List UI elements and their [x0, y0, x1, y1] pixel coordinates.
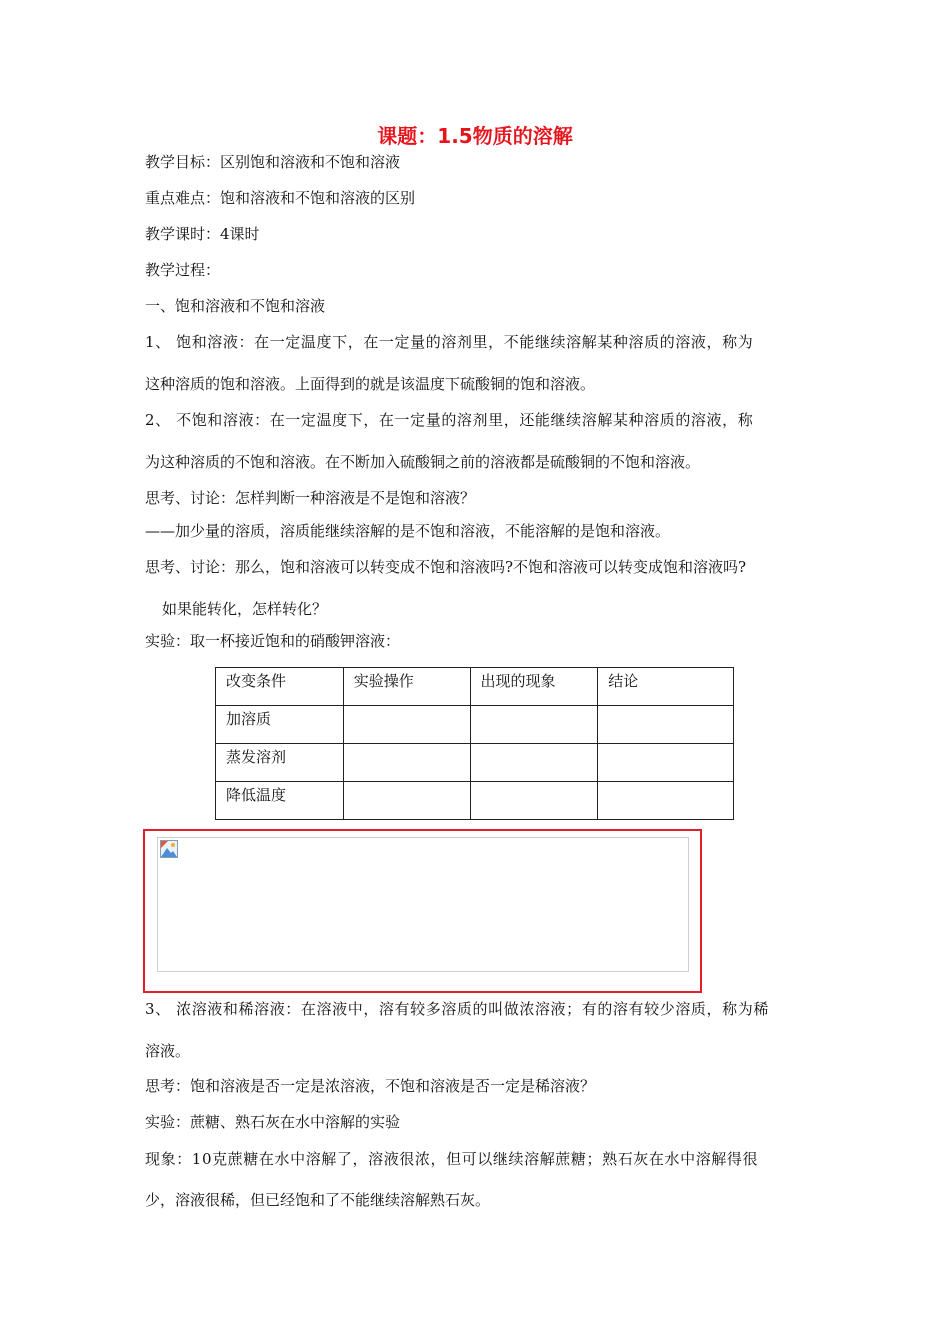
table-cell: [343, 744, 470, 782]
section-heading-1: 一、饱和溶液和不饱和溶液: [145, 297, 326, 315]
experiment-table: [215, 667, 734, 820]
table-cell: [470, 706, 598, 744]
table-cell: [598, 782, 734, 820]
process-heading: 教学过程：: [145, 261, 221, 279]
teaching-goal: 教学目标：区别饱和溶液和不饱和溶液: [145, 153, 401, 171]
question-1: 思考、讨论：怎样判断一种溶液是不是饱和溶液？: [145, 489, 476, 507]
table-header-cell: 结论: [598, 668, 734, 706]
broken-image-icon: [160, 840, 178, 862]
experiment-2: 实验：蔗糖、熟石灰在水中溶解的实验: [145, 1113, 401, 1131]
table-cell: [470, 782, 598, 820]
table-header-cell: 改变条件: [216, 668, 344, 706]
observation-a: 现象：10克蔗糖在水中溶解了，溶液很浓，但可以继续溶解蔗糖；熟石灰在水中溶解得很: [145, 1150, 759, 1168]
table-header-cell: 实验操作: [343, 668, 470, 706]
table-row: [216, 744, 734, 782]
question-2b: 如果能转化，怎样转化？: [162, 600, 328, 618]
table-cell: [470, 744, 598, 782]
table-cell: [598, 744, 734, 782]
table-header-cell: 出现的现象: [470, 668, 598, 706]
observation-b: 少，溶液很稀，但已经饱和了不能继续溶解熟石灰。: [145, 1191, 491, 1209]
experiment-1: 实验：取一杯接近饱和的硝酸钾溶液：: [145, 632, 401, 650]
paragraph-3a: 3、 浓溶液和稀溶液：在溶液中，溶有较多溶质的叫做浓溶液；有的溶有较少溶质，称为稀: [145, 1000, 769, 1018]
table-cell: 降低温度: [216, 782, 344, 820]
embedded-image-frame: [143, 829, 702, 993]
image-placeholder: [157, 837, 689, 972]
paragraph-1a: 1、 饱和溶液：在一定温度下，在一定量的溶剂里，不能继续溶解某种溶质的溶液，称为: [145, 333, 754, 351]
table-row: [216, 706, 734, 744]
answer-1: ——加少量的溶质，溶质能继续溶解的是不饱和溶液，不能溶解的是饱和溶液。: [145, 522, 671, 540]
table-header-row: [216, 668, 734, 706]
table-row: [216, 782, 734, 820]
paragraph-2a: 2、 不饱和溶液：在一定温度下，在一定量的溶剂里，还能继续溶解某种溶质的溶液，称: [145, 411, 754, 429]
paragraph-1b: 这种溶质的饱和溶液。上面得到的就是该温度下硫酸铜的饱和溶液。: [145, 375, 596, 393]
table-cell: 蒸发溶剂: [216, 744, 344, 782]
question-2: 思考、讨论：那么，饱和溶液可以转变成不饱和溶液吗?不饱和溶液可以转变成饱和溶液吗?: [145, 558, 747, 576]
paragraph-2b: 为这种溶质的不饱和溶液。在不断加入硫酸铜之前的溶液都是硫酸铜的不饱和溶液。: [145, 453, 701, 471]
table-cell: [343, 782, 470, 820]
paragraph-3b: 溶液。: [145, 1042, 191, 1060]
table-cell: 加溶质: [216, 706, 344, 744]
question-3: 思考：饱和溶液是否一定是浓溶液，不饱和溶液是否一定是稀溶液？: [145, 1077, 596, 1095]
class-hours: 教学课时：4课时: [145, 225, 260, 243]
key-difficulty: 重点难点：饱和溶液和不饱和溶液的区别: [145, 189, 416, 207]
table-cell: [343, 706, 470, 744]
table-cell: [598, 706, 734, 744]
page-title: 课题：1.5物质的溶解: [377, 124, 573, 148]
